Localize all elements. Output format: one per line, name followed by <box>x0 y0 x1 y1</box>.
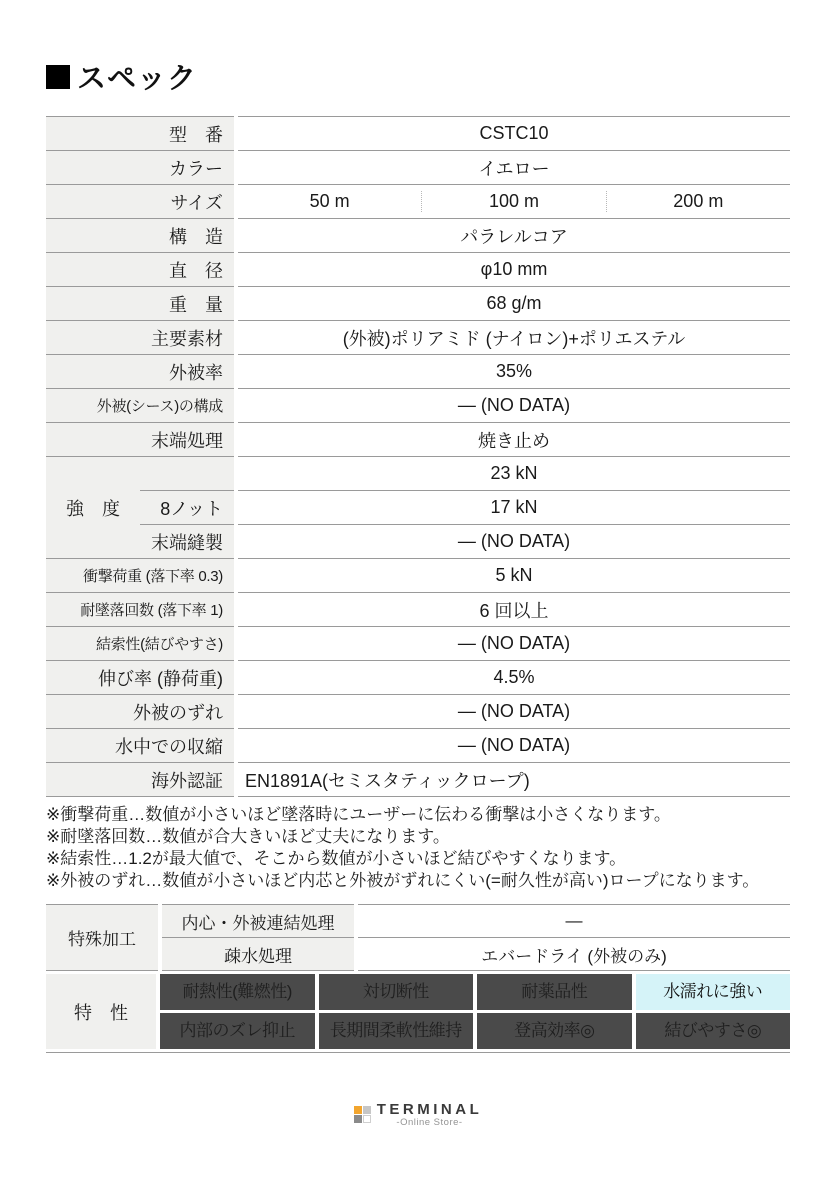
characteristics-grid <box>46 971 790 1053</box>
spec-label-strength: 強 度 <box>46 457 140 559</box>
table-row <box>46 661 790 695</box>
spec-sublabel-strength-straight <box>140 457 236 491</box>
page-title: スペック <box>77 63 198 95</box>
table-row <box>46 525 790 559</box>
table-row <box>46 389 790 423</box>
table-row <box>46 321 790 355</box>
spec-value-color: イエロー <box>236 151 790 185</box>
table-row <box>46 287 790 321</box>
spec-label-sheath-slippage: 外被のずれ <box>46 695 236 729</box>
spec-sublabel-strength-8knot: 8ノット <box>140 491 236 525</box>
spec-label-model: 型 番 <box>46 117 236 151</box>
spec-value-model: CSTC10 <box>236 117 790 151</box>
table-row <box>46 763 790 797</box>
spec-label-fall-count: 耐墜落回数 (落下率 1) <box>46 593 236 627</box>
spec-value-sheath-ratio: 35% <box>236 355 790 389</box>
size-option-50m: 50 m <box>309 191 350 211</box>
footnotes <box>46 804 794 892</box>
characteristics-label: 特 性 <box>46 974 156 1049</box>
logo-text <box>377 1101 483 1128</box>
spec-label-underwater-shrinkage: 水中での収縮 <box>46 729 236 763</box>
feature-heat-resistance: 耐熱性(難燃性) <box>160 974 315 1010</box>
logo-store-subtitle: -Online Store- <box>396 1117 463 1128</box>
spec-value-end-treatment: 焼き止め <box>236 423 790 457</box>
store-logo <box>46 1101 790 1128</box>
spec-label-impact-load: 衝撃荷重 (落下率 0.3) <box>46 559 236 593</box>
feature-cut-resistance: 対切断性 <box>319 974 474 1010</box>
logo-square-white <box>363 1115 371 1123</box>
table-row <box>46 905 790 938</box>
table-row <box>46 355 790 389</box>
table-row <box>46 457 790 491</box>
size-option-200m: 200 m <box>673 191 724 211</box>
spec-sublabel-strength-sewn-end: 末端縫製 <box>140 525 236 559</box>
logo-store-name: TERMINAL <box>376 1101 483 1118</box>
note-line: ※結索性…1.2が最大値で、そこから数値が小さいほど結びやすくなります。 <box>46 849 627 868</box>
spec-label-weight: 重 量 <box>46 287 236 321</box>
spec-label-diameter: 直 径 <box>46 253 236 287</box>
spec-value-impact-load: 5 kN <box>236 559 790 593</box>
note-line: ※衝撃荷重…数値が小さいほど墜落時にユーザーに伝わる衝撃は小さくなります。 <box>46 805 671 824</box>
table-row <box>46 593 790 627</box>
feature-water-resistance: 水濡れに強い <box>636 974 791 1010</box>
special-processing-label: 特殊加工 <box>46 905 160 971</box>
table-row <box>46 559 790 593</box>
spec-value-certification: EN1891A(セミスタティックロープ) <box>236 763 790 797</box>
spec-value-strength-sewn-end: ― (NO DATA) <box>236 525 790 559</box>
spec-value-elongation: 4.5% <box>236 661 790 695</box>
section-title-row <box>46 56 790 97</box>
feature-internal-slip-prevention: 内部のズレ抑止 <box>160 1013 315 1049</box>
special-sublabel-core-sheath-bonding: 内心・外被連結処理 <box>160 905 356 938</box>
spec-label-elongation: 伸び率 (静荷重) <box>46 661 236 695</box>
title-square-icon <box>46 65 70 89</box>
spec-table <box>46 116 790 797</box>
logo-square-orange <box>354 1106 362 1114</box>
spec-value-sheath-slippage: ― (NO DATA) <box>236 695 790 729</box>
feature-knot-ease: 結びやすさ◎ <box>636 1013 791 1049</box>
table-row <box>46 185 790 219</box>
spec-label-end-treatment: 末端処理 <box>46 423 236 457</box>
spec-label-material: 主要素材 <box>46 321 236 355</box>
logo-square-lightgray <box>363 1106 371 1114</box>
table-row <box>46 729 790 763</box>
note-line: ※耐墜落回数…数値が合大きいほど丈夫になります。 <box>46 827 450 846</box>
table-row <box>46 151 790 185</box>
spec-label-certification: 海外認証 <box>46 763 236 797</box>
spec-label-sheath-ratio: 外被率 <box>46 355 236 389</box>
spec-label-sheath-composition: 外被(シース)の構成 <box>46 389 236 423</box>
spec-label-color: カラー <box>46 151 236 185</box>
spec-label-size: サイズ <box>46 185 236 219</box>
spec-value-diameter: φ10 mm <box>236 253 790 287</box>
spec-value-underwater-shrinkage: ― (NO DATA) <box>236 729 790 763</box>
table-row <box>46 695 790 729</box>
table-row <box>46 253 790 287</box>
special-sublabel-hydrophobic-treatment: 疎水処理 <box>160 938 356 971</box>
spec-value-weight: 68 g/m <box>236 287 790 321</box>
special-processing-table <box>46 904 790 971</box>
spec-value-structure: パラレルコア <box>236 219 790 253</box>
spec-label-structure: 構 造 <box>46 219 236 253</box>
spec-value-size <box>236 185 790 219</box>
spec-label-knotability: 結索性(結びやすさ) <box>46 627 236 661</box>
special-value-core-sheath-bonding: ― <box>356 905 790 938</box>
spec-value-sheath-composition: ― (NO DATA) <box>236 389 790 423</box>
feature-climbing-efficiency: 登高効率◎ <box>477 1013 632 1049</box>
spec-value-strength-8knot: 17 kN <box>236 491 790 525</box>
special-value-hydrophobic-treatment: エバードライ (外被のみ) <box>356 938 790 971</box>
logo-square-darkgray <box>354 1115 362 1123</box>
spec-value-material: (外被)ポリアミド (ナイロン)+ポリエステル <box>236 321 790 355</box>
spec-value-knotability: ― (NO DATA) <box>236 627 790 661</box>
spec-value-fall-count: 6 回以上 <box>236 593 790 627</box>
logo-grid-icon <box>354 1106 371 1123</box>
feature-long-term-flexibility: 長期間柔軟性維持 <box>319 1013 474 1049</box>
table-row <box>46 219 790 253</box>
table-row <box>46 117 790 151</box>
note-line: ※外被のずれ…数値が小さいほど内芯と外被がずれにくい(=耐久性が高い)ロープになります。 <box>46 871 760 890</box>
size-option-100m: 100 m <box>421 191 606 212</box>
spec-value-strength-straight: 23 kN <box>236 457 790 491</box>
table-row <box>46 627 790 661</box>
table-row <box>46 491 790 525</box>
feature-chemical-resistance: 耐薬品性 <box>477 974 632 1010</box>
table-row <box>46 423 790 457</box>
